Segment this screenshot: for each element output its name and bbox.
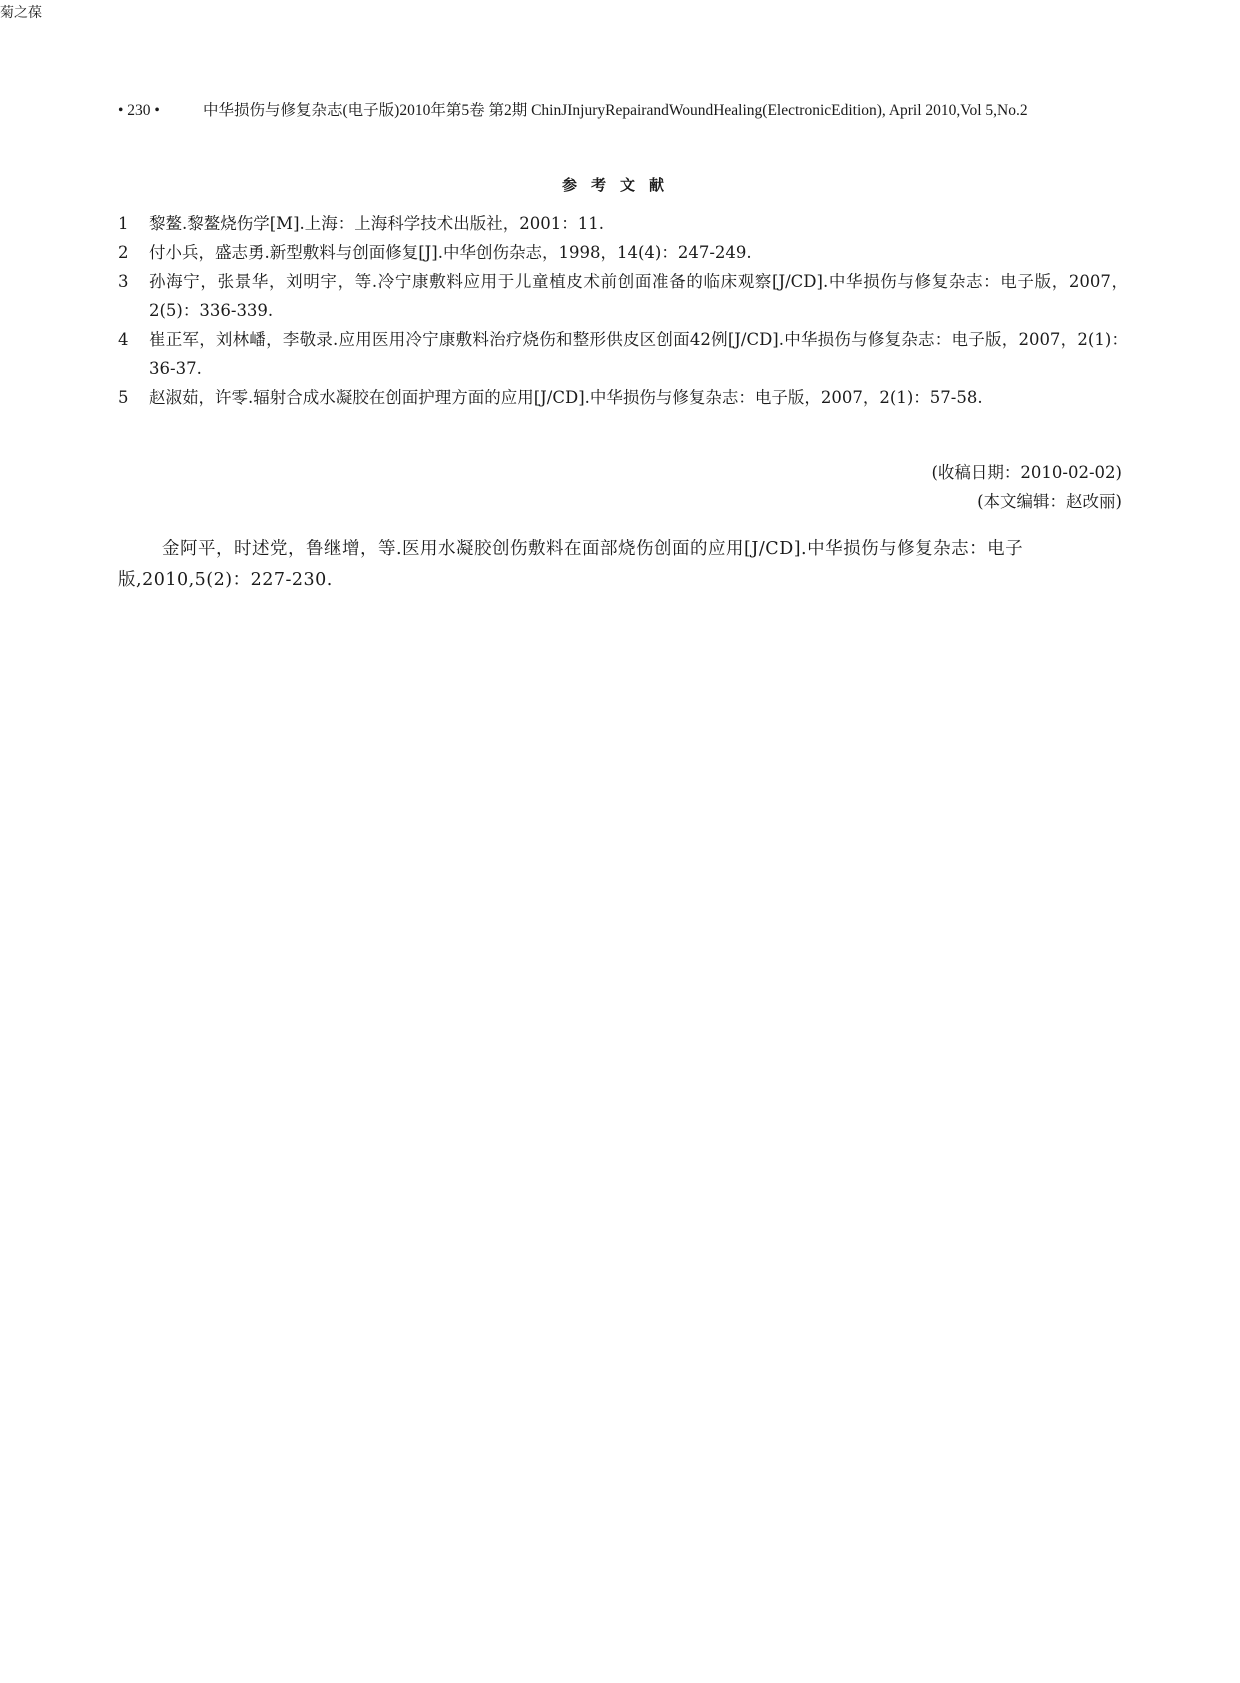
reference-text: 赵淑茹，许零.辐射合成水凝胶在创面护理方面的应用[J/CD].中华损伤与修复杂志：电子版，2007，2(1)：57-58.: [149, 388, 983, 407]
reference-item: [118, 209, 1128, 238]
running-header: [118, 98, 1128, 120]
reference-number: 4: [118, 330, 129, 349]
reference-number: 1: [118, 214, 129, 233]
reference-text: 黎鳌.黎鳌烧伤学[M].上海：上海科学技术出版社，2001：11.: [149, 214, 604, 233]
reference-text: 孙海宁，张景华，刘明宇，等.冷宁康敷料应用于儿童植皮术前创面准备的临床观察[J/CD].中华损伤与修复杂志：电子版，2007，2(5)：336-339.: [149, 272, 1128, 320]
reference-item: [118, 267, 1128, 325]
reference-text: 付小兵，盛志勇.新型敷料与创面修复[J].中华创伤杂志，1998，14(4)：247-249.: [149, 243, 752, 262]
editor-credit: (本文编辑：赵改丽): [977, 492, 1122, 511]
journal-line: 中华损伤与修复杂志(电子版)2010年第5卷 第2期 ChinJInjuryRepairandWoundHealing(ElectronicEdition), April 2010,Vol 5,No.2: [203, 102, 1028, 119]
references-title: 参考文献: [561, 176, 678, 194]
received-info: [931, 458, 1122, 516]
corner-mark: 菊之葆: [0, 5, 42, 21]
reference-item: [118, 238, 1128, 267]
reference-item: [118, 325, 1128, 383]
received-date: (收稿日期：2010-02-02): [931, 463, 1122, 482]
reference-number: 5: [118, 388, 129, 407]
reference-item: [118, 383, 1128, 412]
article-citation: 金阿平，时述党，鲁继增，等.医用水凝胶创伤敷料在面部烧伤创面的应用[J/CD].中华损伤与修复杂志：电子版,2010,5(2)：227-230.: [118, 539, 1024, 590]
reference-number: 2: [118, 243, 129, 262]
page-number: • 230 •: [118, 102, 160, 119]
reference-text: 崔正军，刘林嶓，李敬录.应用医用冷宁康敷料治疗烧伤和整形供皮区创面42例[J/CD].中华损伤与修复杂志：电子版，2007，2(1)：36-37.: [149, 330, 1128, 378]
reference-list: [118, 209, 1128, 412]
reference-number: 3: [118, 272, 129, 291]
